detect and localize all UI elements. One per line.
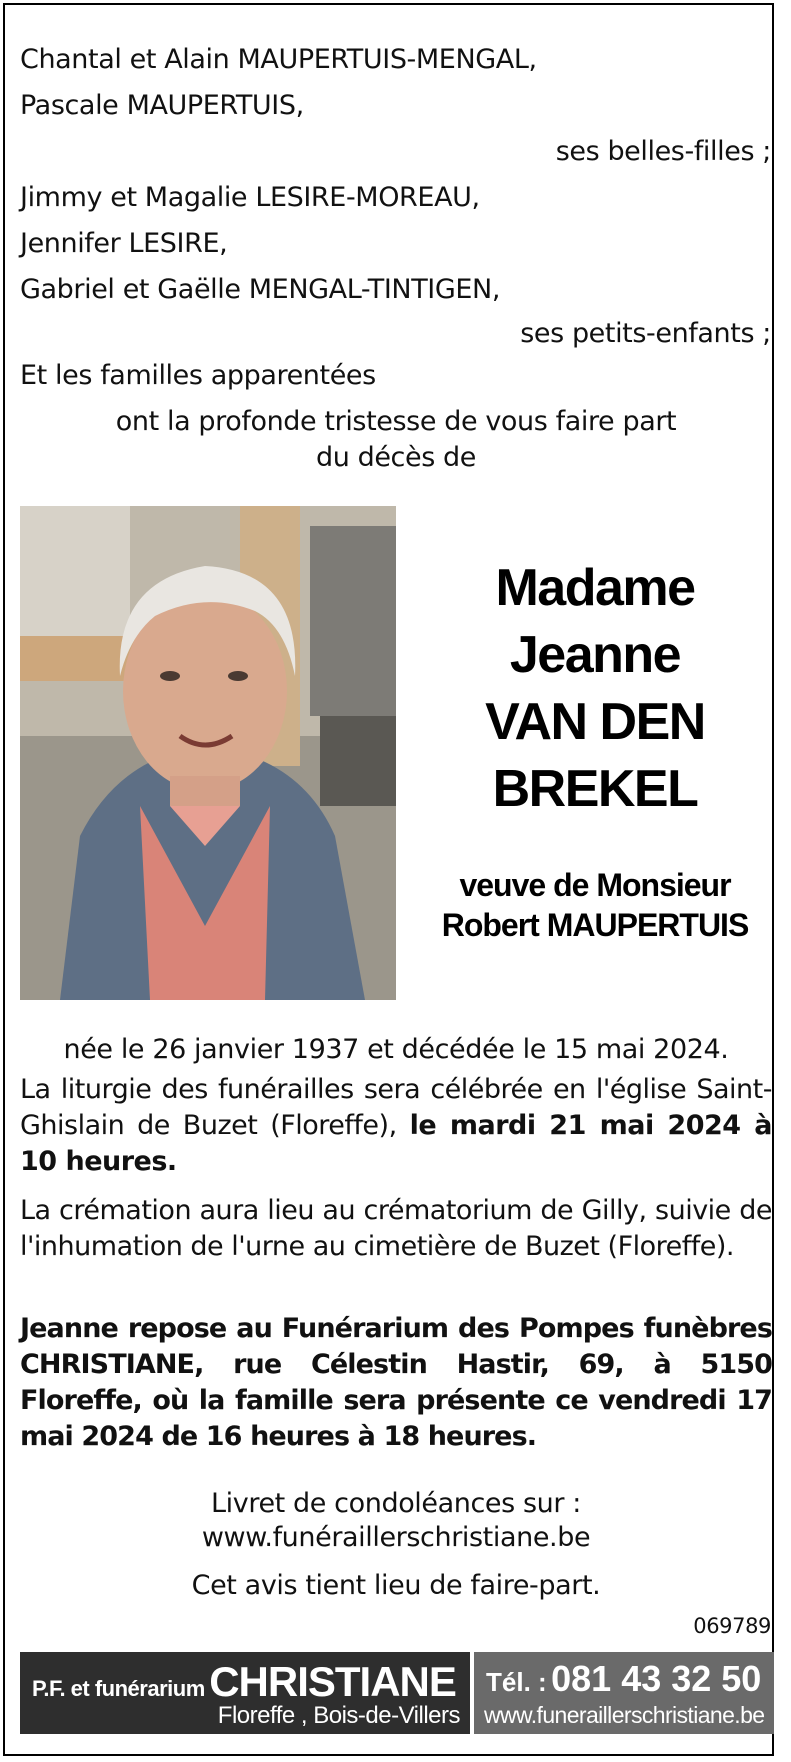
widow-line-1: veuve de Monsieur [459, 867, 731, 903]
liturgy-date: le mardi 21 mai 2024 à 10 heures. [20, 1110, 772, 1177]
phone-number[interactable]: 081 43 32 50 [551, 1658, 762, 1699]
liturgy-text: La liturgie des funérailles sera célébrée en l'église Saint-Ghislain de Buzet (Floreffe), [20, 1074, 772, 1141]
liturgy-paragraph [20, 1072, 772, 1180]
announcement-line-1: ont la profonde tristesse de vous faire part [115, 406, 677, 437]
family-line-3: Jimmy et Magalie LESIRE-MOREAU, [20, 182, 480, 213]
family-line-6: Et les familles apparentées [20, 360, 376, 391]
birth-death-dates: née le 26 janvier 1937 et décédée le 15 mai 2024. [63, 1034, 729, 1065]
family-line-1: Chantal et Alain MAUPERTUIS-MENGAL, [20, 44, 537, 75]
portrait-photo [20, 506, 396, 1000]
role-petits-enfants: ses petits-enfants ; [520, 318, 771, 349]
widow-of [420, 865, 770, 945]
family-line-2: Pascale MAUPERTUIS, [20, 90, 304, 121]
right-margin [774, 0, 791, 1762]
condolences-url[interactable]: www.funéraillerschristiane.be [201, 1522, 591, 1553]
role-belles-filles: ses belles-filles ; [555, 136, 771, 167]
deceased-last-name-2: BREKEL [492, 760, 698, 818]
family-line-4: Jennifer LESIRE, [20, 228, 228, 259]
deceased-title: Madame [495, 559, 695, 617]
brand-line [32, 1658, 456, 1706]
phone-label: Tél. : [486, 1667, 547, 1697]
funeral-home-brand [20, 1652, 470, 1734]
funeral-home-banner [20, 1652, 774, 1734]
phone-line [486, 1658, 761, 1700]
brand-locations: Floreffe , Bois-de-Villers [217, 1702, 460, 1729]
condolences-line-1: Livret de condoléances sur : [211, 1488, 581, 1519]
repose-paragraph: Jeanne repose au Funérarium des Pompes funèbres CHRISTIANE, rue Célestin Hastir, 69, à 5150 Floreffe, où la famille sera présente ce vendredi 17 mai 2024 de 16 heures à 18 heures. [20, 1313, 772, 1452]
family-line-5: Gabriel et Gaëlle MENGAL-TINTIGEN, [20, 274, 501, 305]
reference-number: 069789 [693, 1614, 771, 1638]
funeral-home-contact [474, 1652, 774, 1734]
notice-line: Cet avis tient lieu de faire-part. [191, 1570, 601, 1601]
brand-name: CHRISTIANE [209, 1658, 456, 1705]
announcement-line-2: du décès de [315, 442, 477, 473]
deceased-last-name-1: VAN DEN [485, 693, 705, 751]
widow-line-2: Robert MAUPERTUIS [441, 907, 749, 943]
footer-website[interactable]: www.funeraillerschristiane.be [484, 1702, 765, 1728]
deceased-first-name: Jeanne [509, 626, 681, 684]
brand-prefix: P.F. et funérarium [32, 1676, 205, 1701]
cremation-paragraph: La crémation aura lieu au crématorium de Gilly, suivie de l'inhumation de l'urne au cimetière de Buzet (Floreffe). [20, 1195, 772, 1262]
deceased-name [420, 555, 770, 823]
